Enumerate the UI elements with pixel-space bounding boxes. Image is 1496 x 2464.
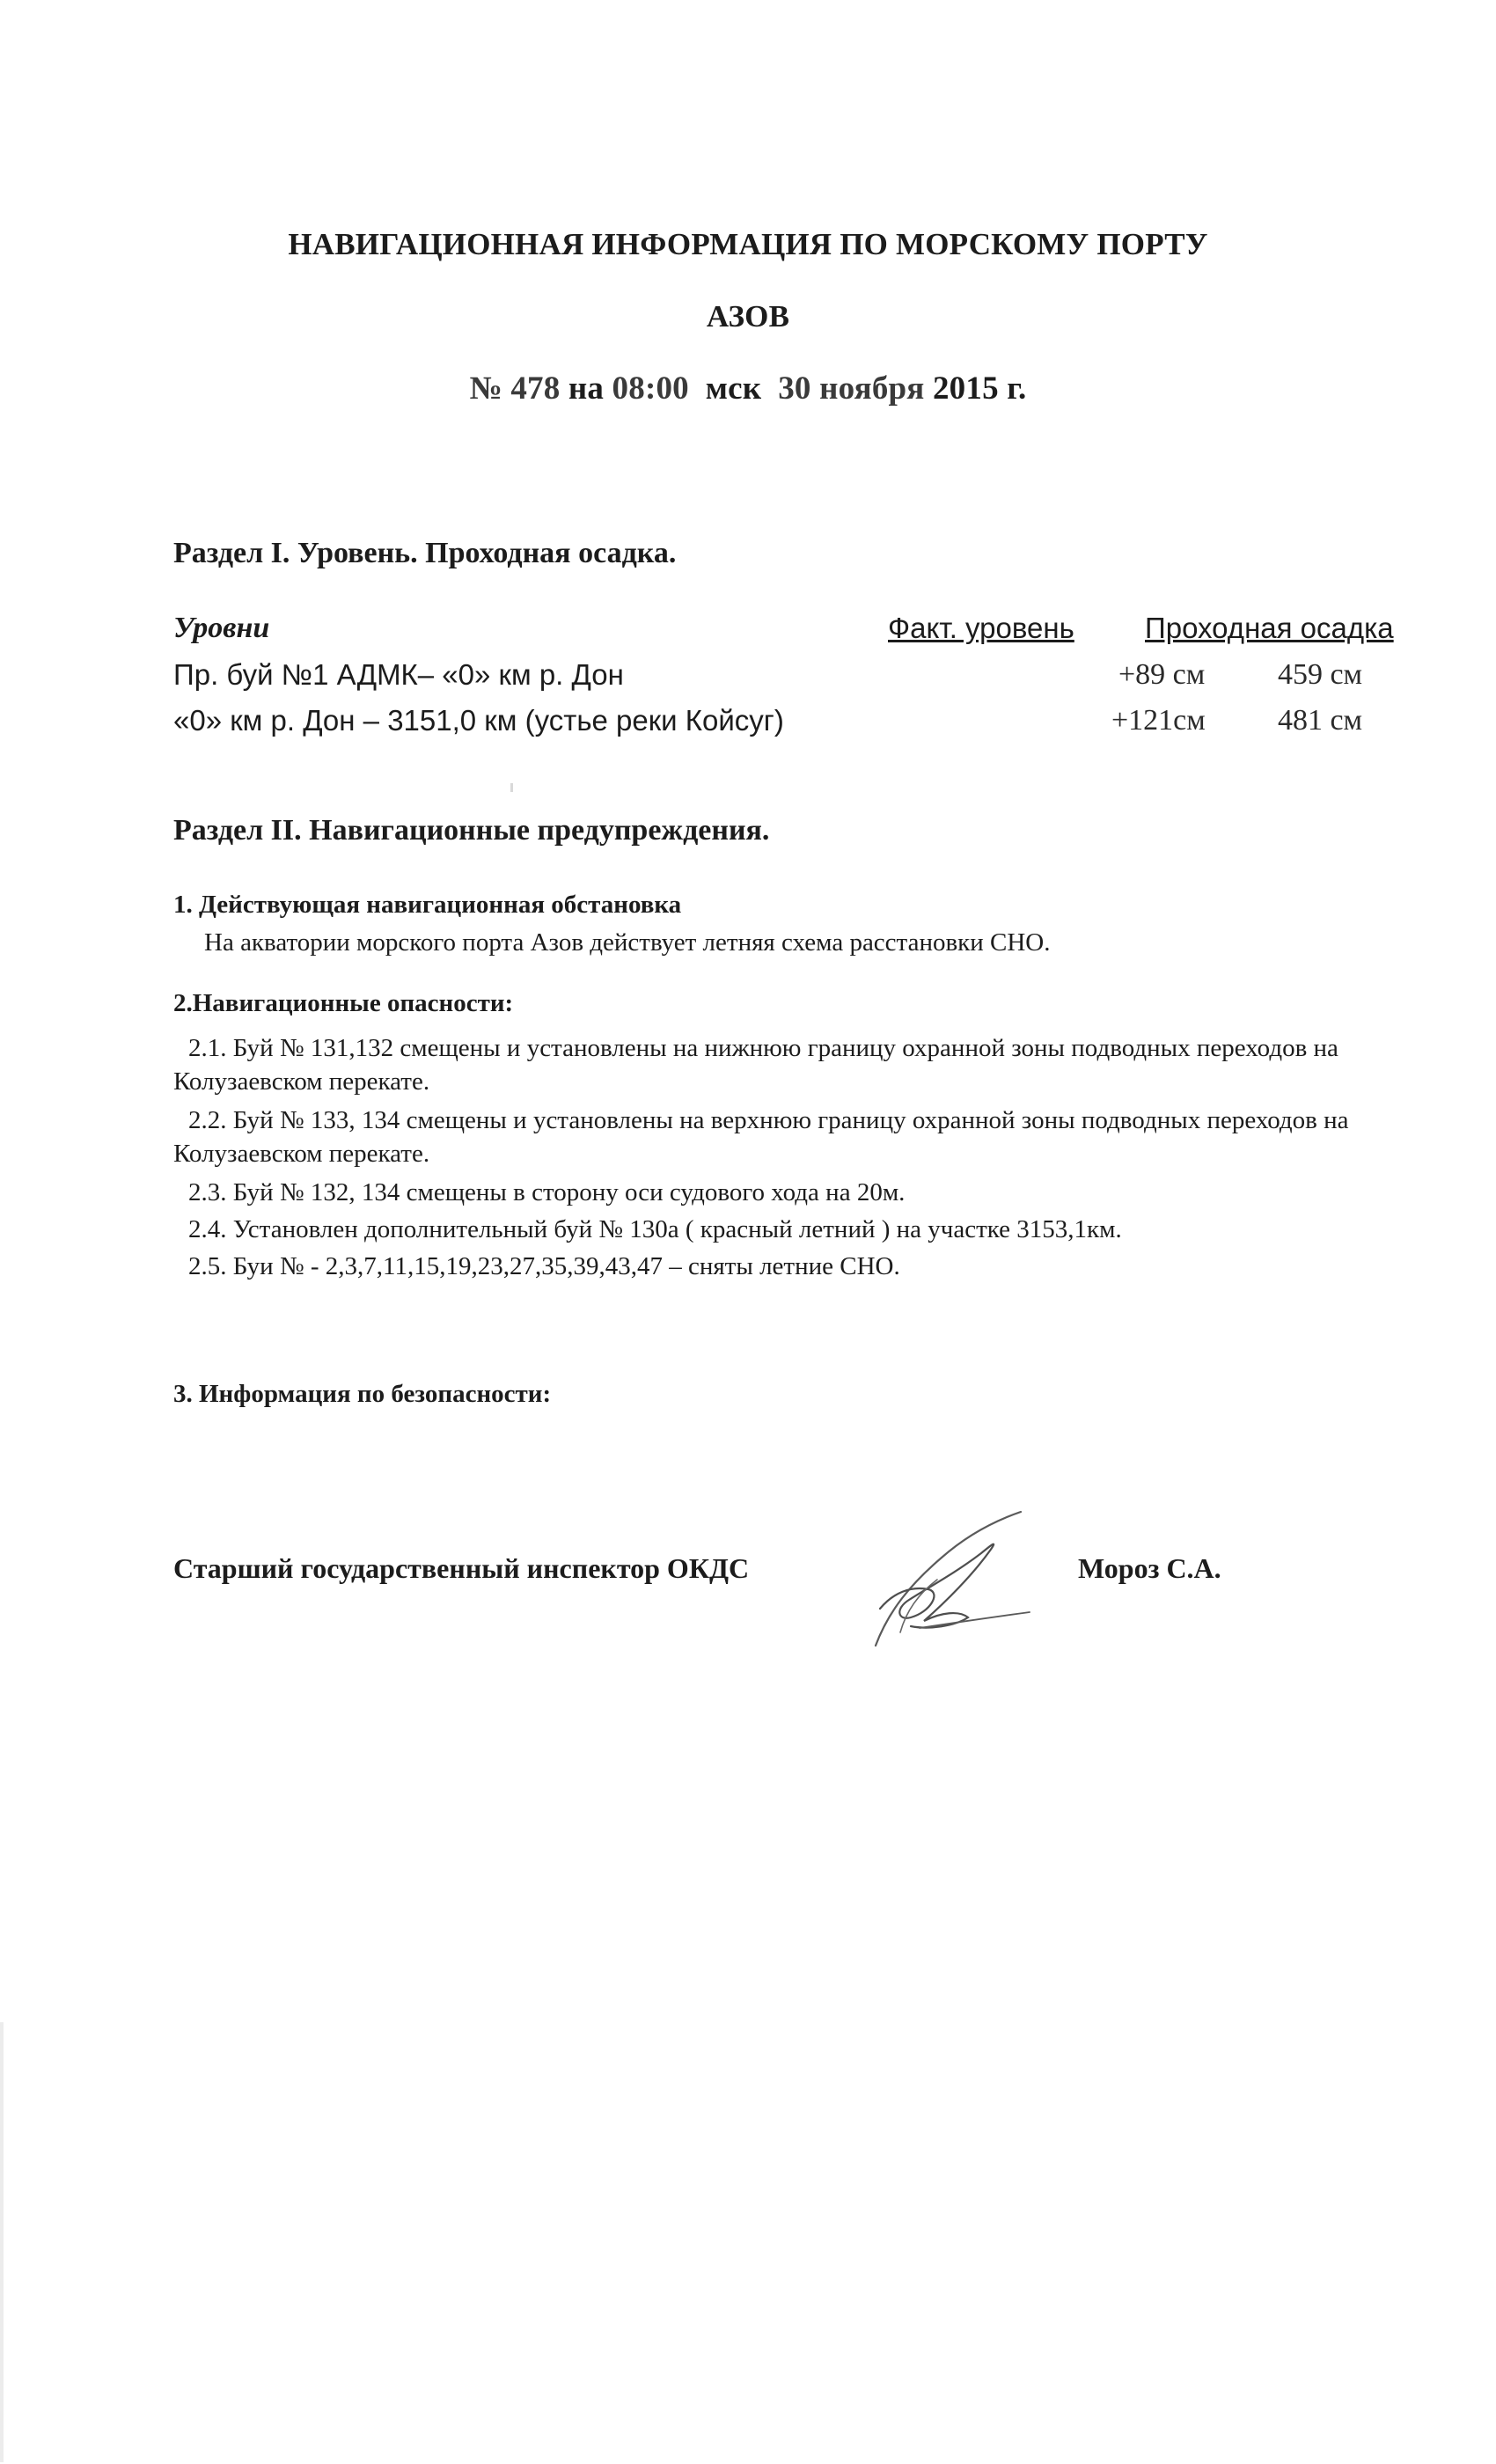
column-draft: Проходная осадка bbox=[1145, 612, 1394, 644]
row-section-name: «0» км р. Дон – 3151,0 км (устье реки Койсуг) bbox=[173, 704, 784, 737]
nav-hazard-item: 2.4. Установлен дополнительный буй № 130а ( красный летний ) на участке 3153,1км. bbox=[188, 1215, 1122, 1243]
row-section-name: Пр. буй №1 АДМК– «0» км р. Дон bbox=[173, 658, 624, 691]
nav-hazard-item: 2.5. Буи № - 2,3,7,11,15,19,23,27,35,39,43,47 – сняты летние СНО. bbox=[188, 1252, 900, 1280]
levels-table-row bbox=[173, 658, 1410, 697]
section-1-title: Раздел I. Уровень. Проходная осадка. bbox=[173, 537, 677, 569]
levels-table-row bbox=[173, 704, 1410, 743]
bulletin-timezone: мск bbox=[705, 370, 762, 407]
signatory-name: Мороз С.А. bbox=[1078, 1552, 1221, 1584]
levels-table-header bbox=[173, 612, 1410, 649]
bulletin-year: 2015 г. bbox=[932, 370, 1027, 407]
safety-info-title: 3. Информация по безопасности: bbox=[173, 1380, 552, 1408]
nav-situation-text: На акватории морского порта Азов действует летняя схема расстановки СНО. bbox=[204, 928, 1051, 957]
column-levels: Уровни bbox=[173, 612, 270, 644]
nav-hazard-item: 2.3. Буй № 132, 134 смещены в сторону оси судового хода на 20м. bbox=[188, 1178, 906, 1206]
nav-hazard-item: 2.1. Буй № 131,132 смещены и установлены на нижнюю границу охранной зоны подводных переходов на Колузаевском перекате. bbox=[173, 1034, 1338, 1096]
bulletin-line bbox=[0, 370, 1496, 407]
bulletin-on: на bbox=[568, 370, 605, 407]
bulletin-date: 30 ноября bbox=[778, 370, 925, 407]
scan-edge-shadow bbox=[0, 2022, 4, 2462]
nav-hazards-title: 2.Навигационные опасности: bbox=[173, 989, 514, 1017]
signatory-position: Старший государственный инспектор ОКДС bbox=[173, 1552, 750, 1584]
row-actual-level: +121см bbox=[1111, 704, 1206, 737]
handwritten-signature bbox=[858, 1505, 1034, 1650]
port-name: АЗОВ bbox=[706, 299, 790, 334]
row-draft: 481 см bbox=[1277, 704, 1363, 737]
row-draft: 459 см bbox=[1277, 658, 1363, 691]
nav-hazard-item: 2.2. Буй № 133, 134 смещены и установлены на верхнюю границу охранной зоны подводных переходов на Колузаевском перекате. bbox=[173, 1106, 1349, 1168]
bulletin-number: № 478 bbox=[469, 370, 561, 407]
bulletin-time: 08:00 bbox=[612, 370, 689, 407]
nav-situation-title: 1. Действующая навигационная обстановка bbox=[173, 891, 682, 919]
section-2-title: Раздел II. Навигационные предупреждения. bbox=[173, 814, 770, 847]
scan-artifact bbox=[510, 783, 513, 792]
document-title: НАВИГАЦИОННАЯ ИНФОРМАЦИЯ ПО МОРСКОМУ ПОРТУ bbox=[288, 227, 1208, 261]
row-actual-level: +89 см bbox=[1118, 658, 1206, 691]
column-actual-level: Факт. уровень bbox=[888, 612, 1074, 644]
